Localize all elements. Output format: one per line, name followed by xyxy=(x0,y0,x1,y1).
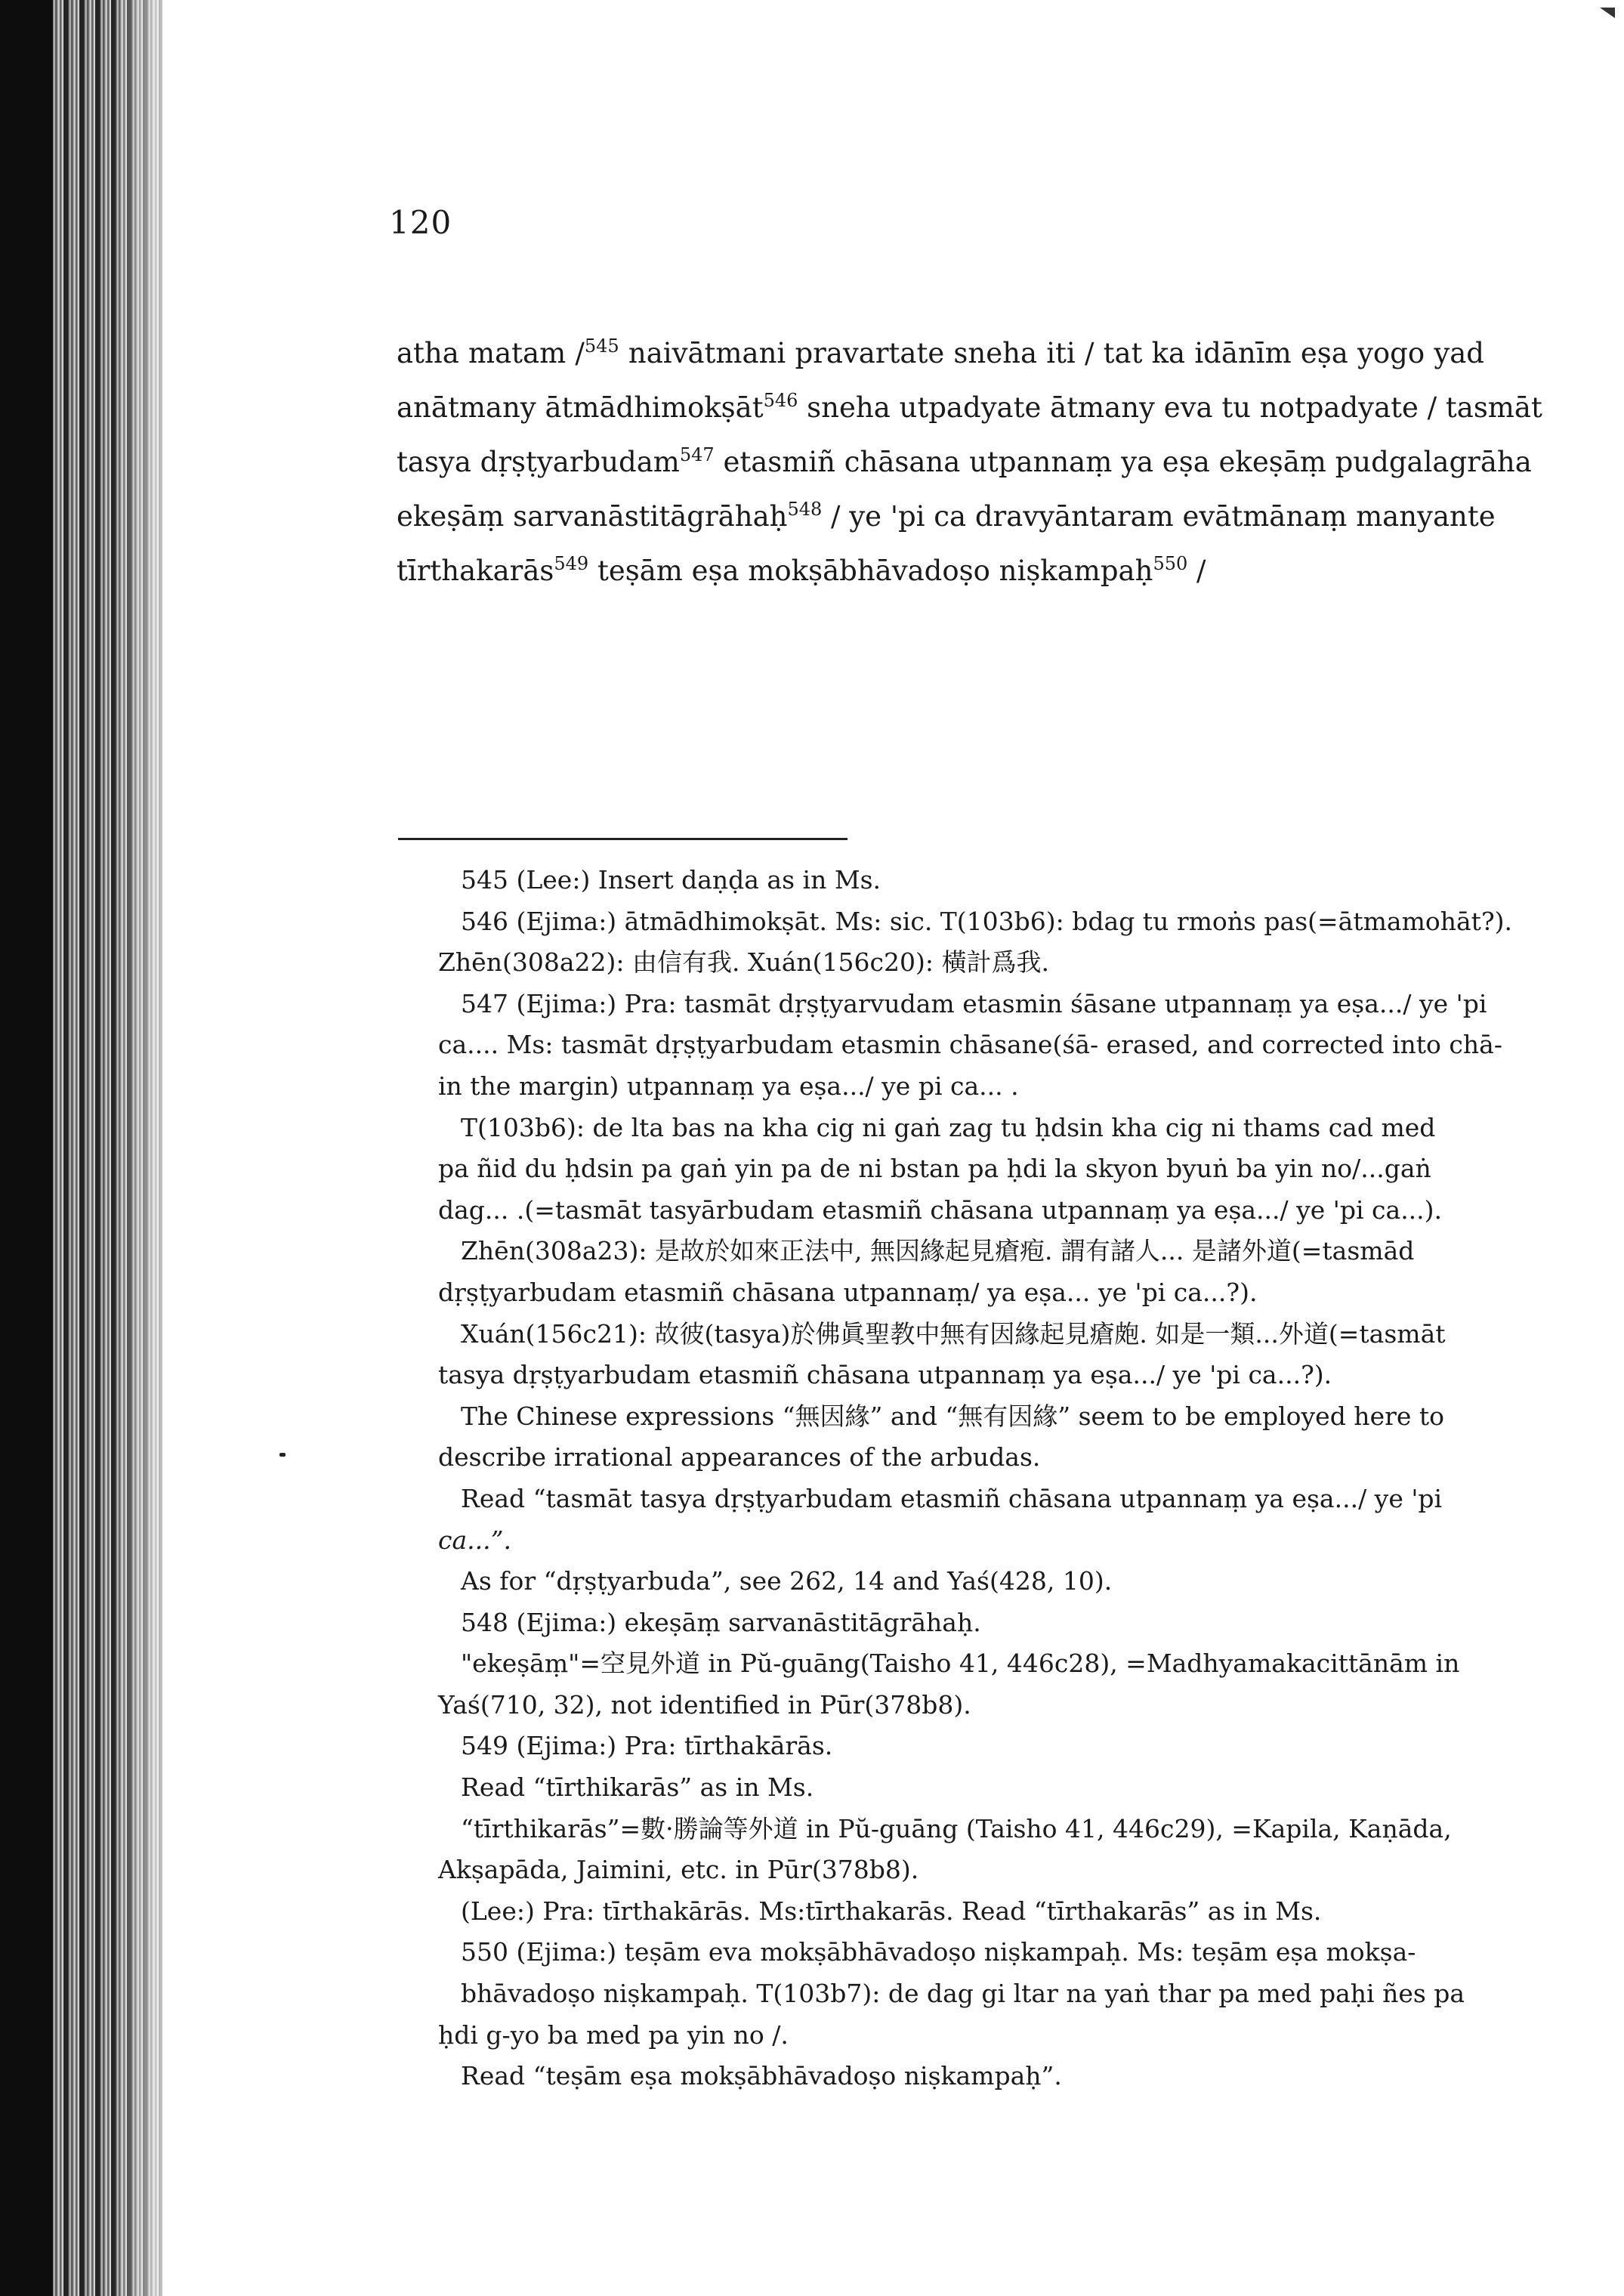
footnote-line: Read “teṣām eṣa mokṣābhāvadoṣo niṣkampaḥ”. xyxy=(461,2061,1062,2091)
footnote-line: bhāvadoṣo niṣkampaḥ. T(103b7): de dag gi ltar na yaṅ thar pa med paḥi ñes pa xyxy=(461,1979,1465,2009)
binding-fade xyxy=(113,0,181,2296)
main-text-segment: etasmiñ chāsana utpannaṃ ya eṣa ekeṣāṃ pudgalagrāha xyxy=(714,446,1532,478)
footnote-reference: 550 xyxy=(1153,553,1188,574)
main-text-segment: tasya dṛṣṭyarbudam xyxy=(397,446,680,478)
main-text-line xyxy=(397,544,1484,598)
footnote-line: tasya dṛṣṭyarbudam etasmiñ chāsana utpannaṃ ya eṣa.../ ye 'pi ca...?). xyxy=(438,1360,1332,1390)
main-text-line xyxy=(397,381,1542,435)
main-text-segment: / xyxy=(1187,555,1206,587)
footnote-line: Read “tasmāt tasya dṛṣṭyarbudam etasmiñ chāsana utpannaṃ ya eṣa.../ ye 'pi xyxy=(461,1483,1443,1513)
footnote-line: 547 (Ejima:) Pra: tasmāt dṛṣṭyarvudam etasmin śāsane utpannaṃ ya eṣa.../ ye 'pi xyxy=(461,988,1487,1018)
main-text-line xyxy=(397,490,1496,544)
main-text-segment: atha matam / xyxy=(397,337,585,369)
footnote-line: Akṣapāda, Jaimini, etc. in Pūr(378b8). xyxy=(438,1855,919,1885)
footnote-line: T(103b6): de lta bas na kha cig ni gaṅ zag tu ḥdsin kha cig ni thams cad med xyxy=(461,1112,1436,1142)
footnote-line: "ekeṣāṃ"=空見外道 in Pŭ-guāng(Taisho 41, 446c28), =Madhyamakacittānām in xyxy=(461,1649,1460,1679)
footnote-reference: 548 xyxy=(787,499,823,520)
footnote-line: ca...”. xyxy=(438,1525,511,1555)
footnote-line: ca.... Ms: tasmāt dṛṣṭyarbudam etasmin chāsane(śā- erased, and corrected into chā- xyxy=(438,1030,1502,1060)
footnotes-block xyxy=(438,860,1512,2097)
footnote-line: dṛṣṭyarbudam etasmiñ chāsana utpannaṃ/ ya eṣa... ye 'pi ca...?). xyxy=(438,1277,1258,1307)
footnote-reference: 549 xyxy=(554,553,589,574)
footnote-line: Xuán(156c21): 故彼(tasya)於佛眞聖教中無有因緣起見瘡皰. 如是一類...外道(=tasmāt xyxy=(461,1318,1446,1349)
corner-scan-mark xyxy=(1600,8,1615,18)
footnote-line: 549 (Ejima:) Pra: tīrthakārās. xyxy=(461,1731,833,1761)
footnote-line: pa ñid du ḥdsin pa gaṅ yin pa de ni bstan pa ḥdi la skyon byuṅ ba yin no/...gaṅ xyxy=(438,1154,1431,1184)
main-text-segment: teṣām eṣa mokṣābhāvadoṣo niṣkampaḥ xyxy=(588,555,1153,587)
footnote-line: 550 (Ejima:) teṣām eva mokṣābhāvadoṣo niṣkampaḥ. Ms: teṣām eṣa mokṣa- xyxy=(461,1937,1416,1967)
footnote-line: describe irrational appearances of the arbudas. xyxy=(438,1442,1041,1472)
footnote-line: 545 (Lee:) Insert daṇḍa as in Ms. xyxy=(461,865,881,895)
main-text-line xyxy=(397,435,1532,490)
footnote-line: 548 (Ejima:) ekeṣāṃ sarvanāstitāgrāhaḥ. xyxy=(461,1607,981,1637)
binding-shadow xyxy=(0,0,53,2296)
footnote-reference: 546 xyxy=(763,390,798,411)
footnote-line: 546 (Ejima:) ātmādhimokṣāt. Ms: sic. T(103b6): bdag tu rmoṅs pas(=ātmamohāt?). xyxy=(461,906,1512,936)
footnote-line: (Lee:) Pra: tīrthakārās. Ms:tīrthakarās. Read “tīrthakarās” as in Ms. xyxy=(461,1896,1322,1926)
stray-scan-mark xyxy=(279,1453,286,1457)
main-text-segment: ekeṣāṃ sarvanāstitāgrāhaḥ xyxy=(397,500,788,533)
footnote-line: dag... .(=tasmāt tasyārbudam etasmiñ chāsana utpannaṃ ya eṣa.../ ye 'pi ca...). xyxy=(438,1194,1443,1225)
footnote-line: The Chinese expressions “無因緣” and “無有因緣” seem to be employed here to xyxy=(461,1401,1445,1431)
main-text-segment: naivātmani pravartate sneha iti / tat ka idānīm eṣa yogo yad xyxy=(619,337,1484,369)
main-text-segment: sneha utpadyate ātmany eva tu notpadyate / tasmāt xyxy=(798,391,1542,424)
main-text-segment: tīrthakarās xyxy=(397,555,554,587)
footnote-line: Zhēn(308a23): 是故於如來正法中, 無因緣起見瘡疱. 謂有諸人... 是諸外道(=tasmād xyxy=(461,1236,1415,1266)
footnote-line: Read “tīrthikarās” as in Ms. xyxy=(461,1772,814,1803)
main-text-segment: / ye 'pi ca dravyāntaram evātmānaṃ manyante xyxy=(822,500,1496,533)
footnote-line: As for “dṛṣṭyarbuda”, see 262, 14 and Yaś(428, 10). xyxy=(461,1566,1113,1596)
page-number: 120 xyxy=(389,204,452,241)
footnote-line: ḥdi g-yo ba med pa yin no /. xyxy=(438,2019,789,2050)
footnote-line: “tīrthikarās”=數·勝論等外道 in Pŭ-guāng (Taisho 41, 446c29), =Kapila, Kaṇāda, xyxy=(461,1813,1452,1843)
main-text-line xyxy=(397,326,1484,381)
footnote-line: Yaś(710, 32), not identified in Pūr(378b8). xyxy=(438,1689,971,1720)
footnote-line: in the margin) utpannaṃ ya eṣa.../ ye pi ca... . xyxy=(438,1071,1019,1101)
footnote-line: Zhēn(308a22): 由信有我. Xuán(156c20): 橫計爲我. xyxy=(438,947,1049,978)
footnote-reference: 545 xyxy=(584,335,619,357)
main-text-block xyxy=(397,326,1542,598)
footnote-reference: 547 xyxy=(679,444,715,465)
footnote-separator-rule xyxy=(398,838,848,840)
main-text-segment: anātmany ātmādhimokṣāt xyxy=(397,391,764,424)
